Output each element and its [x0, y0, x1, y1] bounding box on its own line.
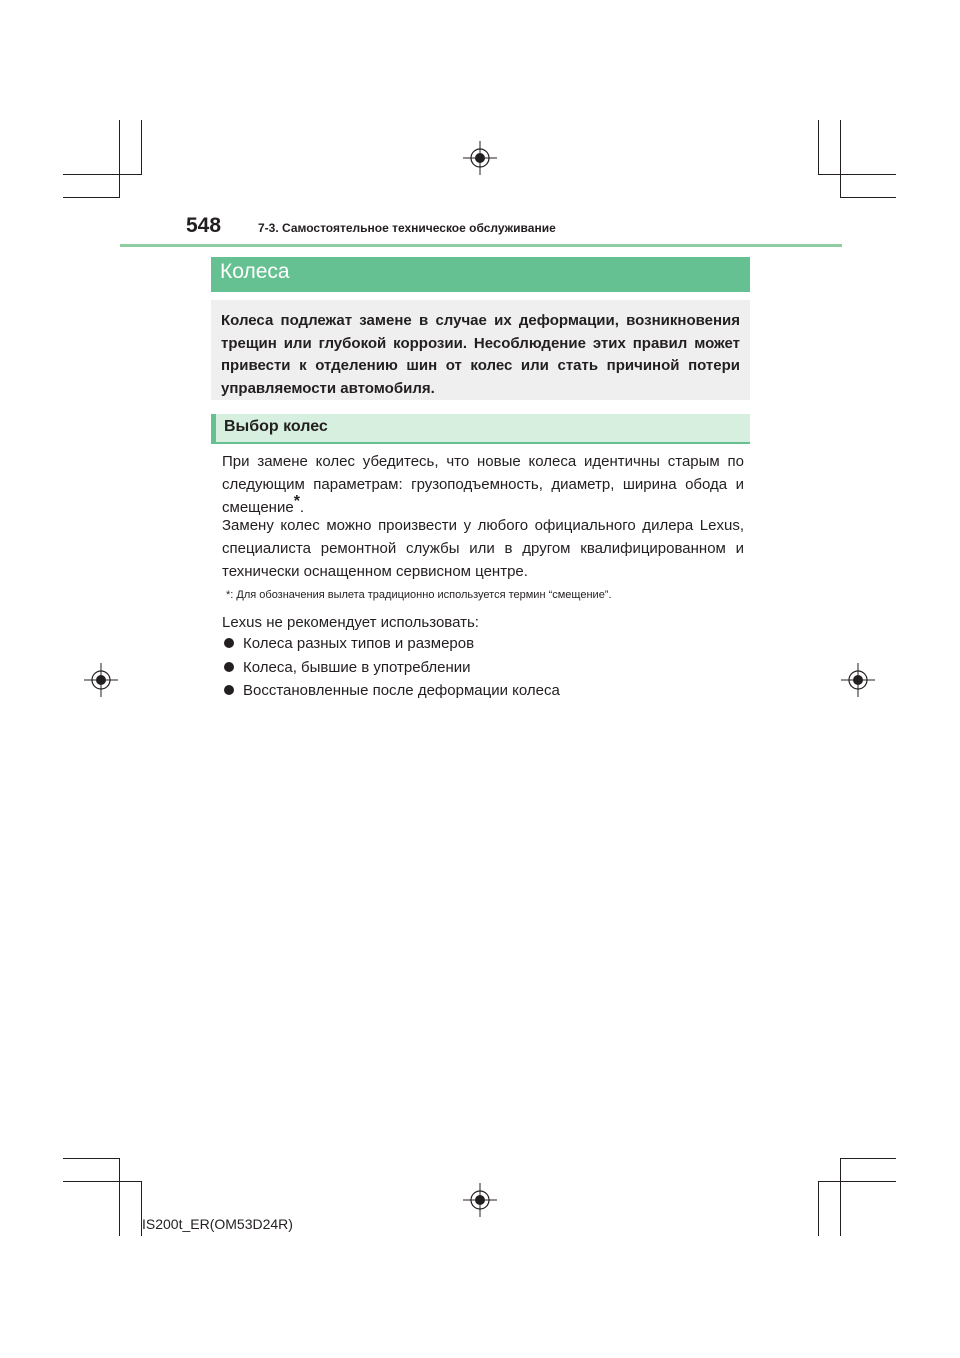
bullet-icon: [224, 685, 234, 695]
registration-mark-icon: [463, 1183, 497, 1217]
paragraph-dealer-info: Замену колес можно произвести у любого официального дилера Lexus, специалиста ремонтной службы или в другом квалифицированном и технически оснащенном сервисном центре.: [222, 517, 744, 580]
crop-mark: [818, 120, 819, 175]
list-item-text: Колеса, бывшие в употреблении: [243, 659, 471, 676]
crop-mark: [63, 1181, 142, 1182]
bullet-icon: [224, 662, 234, 672]
footnote: *: Для обозначения вылета традиционно используется термин “смещение”.: [226, 589, 612, 601]
bullet-icon: [224, 638, 234, 648]
footnote-mark: *: [293, 493, 300, 510]
paragraph-not-recommended: Lexus не рекомендует использовать:: [222, 614, 479, 631]
crop-mark: [119, 1158, 120, 1236]
crop-mark: [818, 1181, 819, 1236]
paragraph-wheel-requirements: [222, 450, 744, 519]
registration-mark-icon: [84, 663, 118, 697]
document-code: IS200t_ER(OM53D24R): [142, 1216, 293, 1232]
crop-mark: [63, 1158, 120, 1159]
crop-mark: [818, 174, 896, 175]
crop-mark: [840, 1158, 896, 1159]
list-item-text: Восстановленные после деформации колеса: [243, 682, 560, 699]
crop-mark: [141, 120, 142, 175]
registration-mark-icon: [841, 663, 875, 697]
list-item-text: Колеса разных типов и размеров: [243, 635, 475, 652]
intro-box: [211, 300, 750, 400]
list-item: [224, 635, 474, 652]
list-item: [224, 682, 560, 699]
section-title: 7-3. Самостоятельное техническое обслуживание: [258, 221, 556, 235]
paragraph-end: .: [299, 499, 305, 516]
subsection-title: Выбор колес: [224, 418, 328, 435]
title-bar: [211, 257, 750, 292]
subsection-accent: [211, 414, 216, 442]
paragraph-text: При замене колес убедитесь, что новые колеса идентичны старым по следующим параметрам: грузоподъемность, диаметр, ширина обода и смещение: [222, 453, 744, 516]
page-number: 548: [186, 214, 222, 237]
crop-mark: [840, 1158, 841, 1236]
header-divider: [120, 244, 842, 247]
registration-mark-icon: [463, 141, 497, 175]
crop-mark: [840, 197, 896, 198]
crop-mark: [63, 174, 142, 175]
page-title: Колеса: [220, 260, 290, 283]
crop-mark: [840, 120, 841, 198]
intro-text: Колеса подлежат замене в случае их деформации, возникновения трещин или глубокой коррозии. Несоблюдение этих правил может привести к отделению шин от колес или стать причиной потери управляемости автомобиля.: [221, 312, 740, 397]
subsection-heading: [211, 414, 750, 444]
crop-mark: [63, 197, 120, 198]
crop-mark: [818, 1181, 896, 1182]
list-item: [224, 659, 471, 676]
crop-mark: [119, 120, 120, 198]
